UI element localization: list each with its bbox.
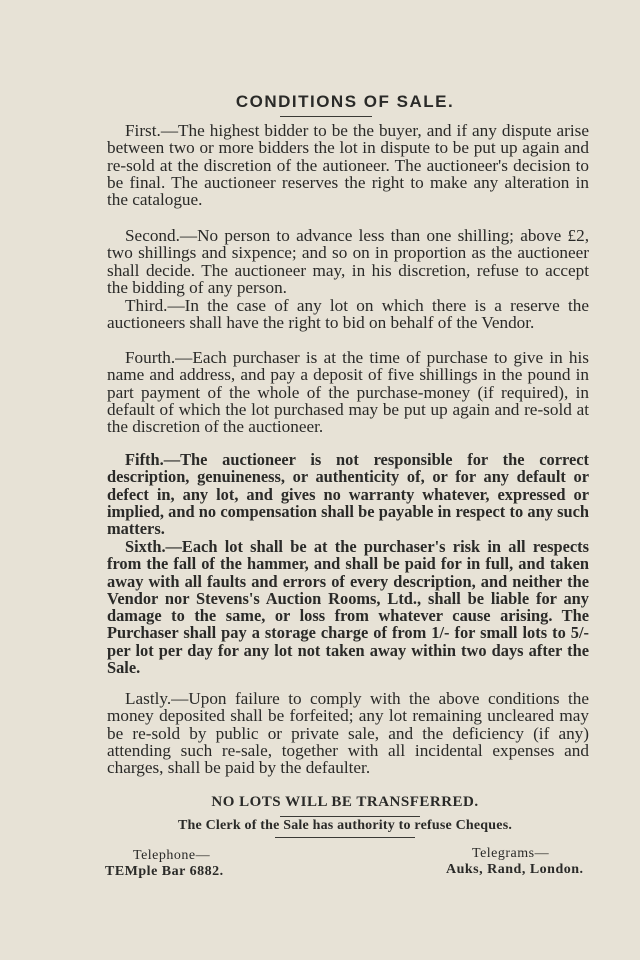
notice-rule-1 (280, 816, 420, 817)
condition-fourth: Fourth.—Each purchaser is at the time of purchase to give in his name and address, and pay a deposit of five shillings in the pound in part payment of the whole of the purchase-money (if required), in default of which the lot purchased may be put up again and re-sold at the discretion of the auctioneer. (107, 348, 589, 437)
condition-second: Second.—No person to advance less than one shilling; above £2, two shillings and sixpence; and so on in proportion as the auctioneer shall decide. The auctioneer may, in his discretion, refuse to accept the bidding of any person. (107, 226, 589, 297)
telephone-block (105, 848, 224, 880)
telephone-label: Telephone— (133, 848, 211, 863)
condition-lastly: Lastly.—Upon failure to comply with the above conditions the money deposited shall be forfeited; any lot remaining uncleared may be re-sold by public or private sale, and the deficiency (if any) attending such re-sale, together with all incidental expenses and charges, shall be paid by the defaulter. (107, 689, 589, 778)
telegrams-label: Telegrams— (472, 846, 550, 861)
page-title: CONDITIONS OF SALE. (235, 92, 455, 111)
notice-rule-2 (275, 837, 415, 838)
condition-sixth: Sixth.—Each lot shall be at the purchaser's risk in all respects from the fall of the hammer, and shall be paid for in full, and taken away with all faults and errors of every description, and neither the Vendor nor Stevens's Auction Rooms, Ltd., shall be liable for any damage to the same, or loss from whatever cause arising. The Purchaser shall pay a storage charge of from 1/- for small lots to 5/- per lot per day for any lot not taken away within two days after the Sale. (107, 537, 589, 678)
condition-fifth: Fifth.—The auctioneer is not responsible for the correct description, genuineness, or authenticity of, or for any default or defect in, any lot, and gives no warranty whatever, expressed or implied, and no compensation shall be payable in respect to any such matters. (107, 450, 589, 539)
telegrams-address: Auks, Rand, London. (446, 862, 584, 877)
condition-third: Third.—In the case of any lot on which there is a reserve the auctioneers shall have the right to bid on behalf of the Vendor. (107, 296, 589, 333)
condition-first: First.—The highest bidder to be the buyer, and if any dispute arise between two or more bidders the lot in dispute to be put up again and re-sold at the discretion of the autioneer. The auctioneer's decision to be final. The auctioneer reserves the right to make any alteration in the catalogue. (107, 121, 589, 210)
cheques-notice: The Clerk of the Sale has authority to refuse Cheques. (177, 818, 513, 833)
telegrams-block (446, 846, 584, 878)
title-underline (280, 116, 372, 117)
no-transfer-notice: NO LOTS WILL BE TRANSFERRED. (211, 794, 479, 810)
telephone-number: TEMple Bar 6882. (105, 864, 224, 879)
